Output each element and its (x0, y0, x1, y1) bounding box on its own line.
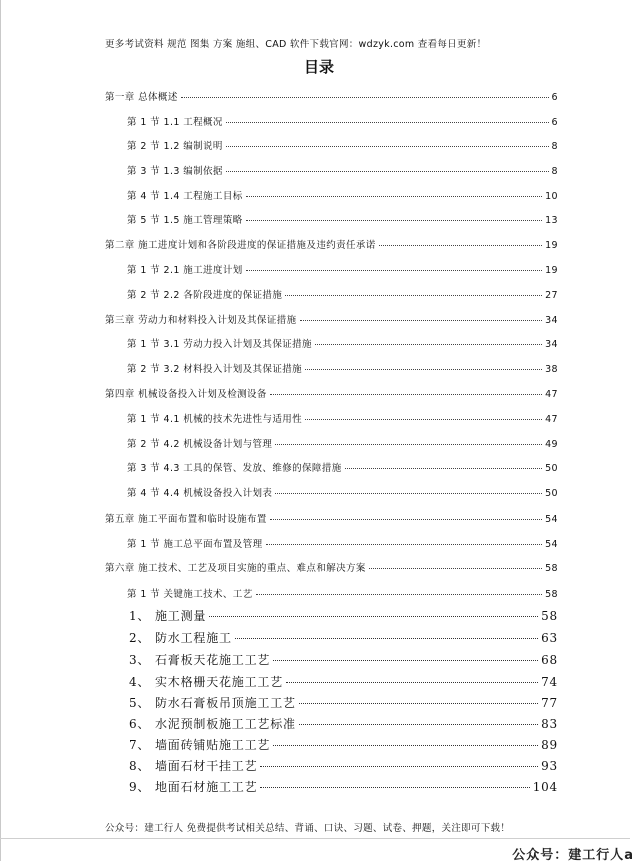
toc-page-number: 54 (545, 514, 558, 525)
toc-leader-dots (226, 146, 549, 147)
toc-page-number: 38 (545, 364, 558, 375)
toc-entry[interactable] (105, 312, 558, 326)
toc-page-number: 47 (545, 414, 558, 425)
toc-page-number: 50 (545, 463, 558, 474)
toc-page-number: 34 (545, 339, 558, 350)
toc-entry-label: 第 4 节 1.4 工程施工目标 (127, 191, 243, 202)
toc-page-number: 49 (545, 439, 558, 450)
toc-leader-dots (379, 245, 542, 246)
toc-entry-number: 8、 (129, 759, 151, 773)
toc-page-number: 47 (545, 389, 558, 400)
toc-leader-dots (226, 122, 549, 123)
toc-leader-dots (246, 270, 542, 271)
toc-leader-dots (209, 616, 538, 617)
toc-entry[interactable] (127, 336, 558, 350)
toc-entry-text: 防水工程施工 (155, 631, 232, 645)
toc-entry-label (129, 736, 270, 753)
toc-page-number: 63 (541, 631, 558, 645)
toc-entry[interactable] (127, 188, 558, 202)
toc-entry-label (129, 694, 296, 711)
toc-leader-dots (285, 295, 542, 296)
toc-entry-label: 第一章 总体概述 (105, 92, 178, 103)
toc-entry[interactable] (129, 607, 558, 624)
toc-entry-text: 石膏板天花施工工艺 (155, 653, 271, 667)
toc-entry-label: 第三章 劳动力和材料投入计划及其保证措施 (105, 315, 297, 326)
toc-entry-number: 9、 (129, 780, 151, 794)
toc-leader-dots (260, 766, 538, 767)
toc-entry-label: 第四章 机械设备投入计划及检测设备 (105, 389, 267, 400)
toc-page-number: 58 (545, 589, 558, 600)
toc-entry[interactable] (127, 114, 558, 128)
toc-entry-label (129, 778, 257, 795)
toc-leader-dots (256, 594, 543, 595)
toc-leader-dots (315, 344, 542, 345)
toc-entry[interactable] (127, 361, 558, 375)
toc-entry-label: 第 2 节 2.2 各阶段进度的保证措施 (127, 290, 283, 301)
toc-leader-dots (260, 787, 529, 788)
toc-entry[interactable] (127, 536, 558, 550)
toc-page-number: 93 (541, 759, 558, 773)
toc-page-number: 10 (545, 191, 558, 202)
toc-page-number: 50 (545, 488, 558, 499)
toc-page-number: 8 (551, 166, 558, 177)
toc-entry-text: 水泥预制板施工工艺标准 (155, 717, 296, 731)
toc-leader-dots (299, 703, 538, 704)
toc-leader-dots (305, 419, 542, 420)
toc-entry-label (129, 715, 296, 732)
toc-entry[interactable] (129, 629, 558, 646)
toc-entry-label: 第 1 节 施工总平面布置及管理 (127, 539, 263, 550)
toc-leader-dots (270, 394, 542, 395)
toc-entry[interactable] (129, 778, 558, 795)
toc-page-number: 83 (541, 717, 558, 731)
toc-page-number: 6 (551, 92, 558, 103)
toc-entry[interactable] (127, 460, 558, 474)
toc-entry[interactable] (127, 436, 558, 450)
toc-page-number: 8 (551, 141, 558, 152)
toc-leader-dots (286, 682, 538, 683)
toc-leader-dots (273, 745, 538, 746)
toc-entry-text: 防水石膏板吊顶施工工艺 (155, 696, 296, 710)
toc-page-number: 54 (545, 539, 558, 550)
toc-page-number: 58 (541, 609, 558, 623)
toc-entry-label: 第 1 节 2.1 施工进度计划 (127, 265, 243, 276)
toc-entry-label: 第 2 节 1.2 编制说明 (127, 141, 223, 152)
toc-entry[interactable] (105, 89, 558, 103)
toc-entry[interactable] (129, 757, 558, 774)
toc-page-number: 68 (541, 653, 558, 667)
toc-entry[interactable] (129, 736, 558, 753)
toc-entry-label (129, 651, 270, 668)
toc-entry[interactable] (127, 262, 558, 276)
toc-entry-label (129, 607, 206, 624)
toc-entry-label (129, 757, 257, 774)
toc-entry-label: 第 5 节 1.5 施工管理策略 (127, 215, 243, 226)
toc-leader-dots (275, 493, 542, 494)
toc-page-number: 74 (541, 675, 558, 689)
toc-entry[interactable] (105, 511, 558, 525)
toc-leader-dots (181, 97, 549, 98)
toc-entry-text: 地面石材施工工艺 (155, 780, 258, 794)
toc-entry[interactable] (127, 212, 558, 226)
watermark: 公众号：建工行人a (512, 848, 634, 863)
toc-entry[interactable] (105, 386, 558, 400)
toc-leader-dots (246, 220, 542, 221)
toc-page-number: 77 (541, 696, 558, 710)
toc-entry-label: 第 2 节 3.2 材料投入计划及其保证措施 (127, 364, 303, 375)
toc-entry[interactable] (129, 694, 558, 711)
toc-leader-dots (369, 568, 542, 569)
toc-entry[interactable] (129, 715, 558, 732)
toc-entry-label: 第 1 节 1.1 工程概况 (127, 117, 223, 128)
toc-leader-dots (299, 724, 538, 725)
toc-entry[interactable] (127, 586, 558, 600)
toc-page-number: 13 (545, 215, 558, 226)
toc-entry-number: 1、 (129, 609, 151, 623)
toc-leader-dots (273, 660, 538, 661)
toc-entry-number: 5、 (129, 696, 151, 710)
toc-page-number: 19 (545, 265, 558, 276)
toc-entry-label: 第 4 节 4.4 机械设备投入计划表 (127, 488, 273, 499)
toc-page-number: 89 (541, 738, 558, 752)
toc-entry-number: 3、 (129, 653, 151, 667)
toc-entry-number: 4、 (129, 675, 151, 689)
toc-entry-number: 6、 (129, 717, 151, 731)
footer-note: 公众号：建工行人 免费提供考试相关总结、背诵、口诀、习题、试卷、押题，关注即可下载！ (105, 823, 511, 834)
toc-leader-dots (345, 468, 542, 469)
header-note: 更多考试资料 规范 图集 方案 施组、CAD 软件下载官网：wdzyk.com 查看每日更新！ (105, 39, 487, 50)
toc-page-number: 27 (545, 290, 558, 301)
toc-page-number: 58 (545, 563, 558, 574)
toc-entry[interactable] (127, 163, 558, 177)
toc-entry-label: 第 1 节 3.1 劳动力投入计划及其保证措施 (127, 339, 312, 350)
toc-entry-label: 第二章 施工进度计划和各阶段进度的保证措施及违约责任承诺 (105, 240, 376, 251)
toc-entry-label: 第 3 节 1.3 编制依据 (127, 166, 223, 177)
toc-page-number: 6 (551, 117, 558, 128)
toc-entry[interactable] (129, 651, 558, 668)
toc-entry[interactable] (129, 673, 558, 690)
toc-entry-text: 实木格栅天花施工工艺 (155, 675, 284, 689)
toc-leader-dots (270, 519, 542, 520)
toc-entry-text: 施工测量 (155, 609, 207, 623)
toc-leader-dots (266, 544, 543, 545)
toc-entry[interactable] (127, 485, 558, 499)
toc-entry[interactable] (127, 411, 558, 425)
toc-entry-label: 第 2 节 4.2 机械设备计划与管理 (127, 439, 273, 450)
toc-entry[interactable] (105, 237, 558, 251)
toc-entry-number: 2、 (129, 631, 151, 645)
toc-leader-dots (275, 444, 542, 445)
toc-entry-label (129, 673, 283, 690)
toc-leader-dots (226, 171, 549, 172)
toc-leader-dots (235, 638, 538, 639)
toc-entry-label: 第五章 施工平面布置和临时设施布置 (105, 514, 267, 525)
toc-entry-label: 第六章 施工技术、工艺及项目实施的重点、难点和解决方案 (105, 563, 366, 574)
toc-leader-dots (305, 369, 542, 370)
toc-entry-label: 第 3 节 4.3 工具的保管、发放、维修的保障措施 (127, 463, 342, 474)
toc-entry[interactable] (127, 138, 558, 152)
toc-entry-text: 墙面砖铺贴施工工艺 (155, 738, 271, 752)
toc-page-number: 34 (545, 315, 558, 326)
toc-entry-label (129, 629, 232, 646)
toc-leader-dots (300, 320, 543, 321)
toc-page-number: 19 (545, 240, 558, 251)
toc-entry-label: 第 1 节 关键施工技术、工艺 (127, 589, 253, 600)
toc-entry[interactable] (105, 560, 558, 574)
toc-page-number: 104 (532, 780, 558, 794)
page-title: 目录 (303, 58, 334, 76)
toc-leader-dots (246, 196, 542, 197)
toc-entry[interactable] (127, 287, 558, 301)
toc-entry-number: 7、 (129, 738, 151, 752)
toc-entry-text: 墙面石材干挂工艺 (155, 759, 258, 773)
toc-entry-label: 第 1 节 4.1 机械的技术先进性与适用性 (127, 414, 303, 425)
